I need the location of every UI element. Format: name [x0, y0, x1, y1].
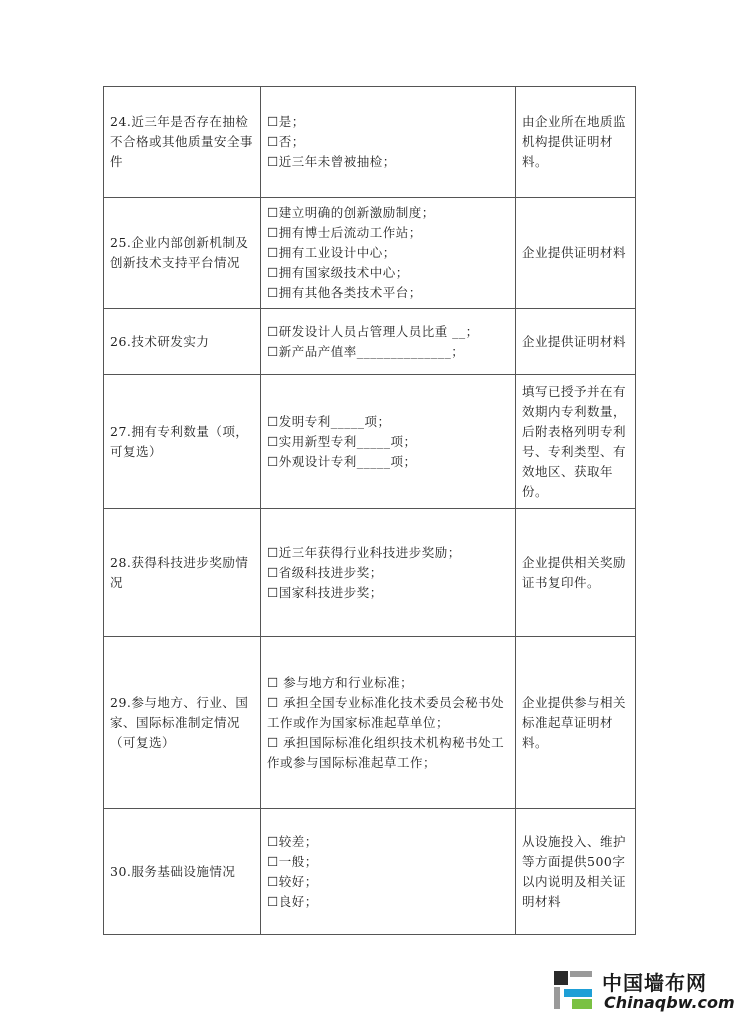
- options-cell: [261, 87, 516, 198]
- options-cell: [261, 809, 516, 935]
- item-cell: 30.服务基础设施情况: [104, 809, 261, 935]
- checkbox-option[interactable]: ☐拥有博士后流动工作站；: [267, 225, 422, 240]
- options-cell: [261, 637, 516, 809]
- table-row-30: [104, 809, 636, 935]
- checkbox-option[interactable]: ☐拥有国家级技术中心；: [267, 265, 409, 280]
- checkbox-option[interactable]: ☐近三年获得行业科技进步奖励；: [267, 544, 461, 560]
- checkbox-option[interactable]: ☐否；: [267, 134, 305, 149]
- item-cell: 28.获得科技进步奖励情况: [104, 509, 261, 637]
- checkbox-option[interactable]: ☐外观设计专利_____项；: [267, 453, 417, 469]
- table-row-27: [104, 375, 636, 509]
- note-cell: 企业提供证明材料: [516, 198, 636, 309]
- item-cell: 24.近三年是否存在抽检不合格或其他质量安全事件: [104, 87, 261, 198]
- checkbox-option[interactable]: ☐研发设计人员占管理人员比重 __；: [267, 323, 479, 339]
- checkbox-option[interactable]: ☐国家科技进步奖；: [267, 584, 383, 600]
- item-cell: 25.企业内部创新机制及创新技术支持平台情况: [104, 198, 261, 309]
- table-row-26: [104, 309, 636, 375]
- watermark-logo: [552, 965, 735, 1015]
- checkbox-option[interactable]: ☐发明专利_____项；: [267, 413, 391, 429]
- item-cell: 29.参与地方、行业、国家、国际标准制定情况（可复选）: [104, 637, 261, 809]
- logo-mark-icon: [552, 969, 594, 1011]
- checkbox-option[interactable]: ☐拥有其他各类技术平台；: [267, 285, 422, 300]
- item-cell: 27.拥有专利数量（项，可复选）: [104, 375, 261, 509]
- options-cell: [261, 309, 516, 375]
- table-row-28: [104, 509, 636, 637]
- checkbox-option[interactable]: ☐近三年未曾被抽检；: [267, 154, 396, 169]
- note-cell: 由企业所在地质监机构提供证明材料。: [516, 87, 636, 198]
- table-row-29: [104, 637, 636, 809]
- note-cell: 企业提供证明材料: [516, 309, 636, 375]
- checkbox-option[interactable]: ☐省级科技进步奖；: [267, 564, 383, 580]
- table-row-25: [104, 198, 636, 309]
- note-cell: 企业提供参与相关标准起草证明材料。: [516, 637, 636, 809]
- checkbox-option[interactable]: ☐良好；: [267, 893, 318, 909]
- checkbox-option[interactable]: ☐一般；: [267, 853, 318, 869]
- options-cell: [261, 375, 516, 509]
- table-row-24: [104, 87, 636, 198]
- checkbox-option[interactable]: ☐较好；: [267, 873, 318, 889]
- checkbox-option[interactable]: ☐ 承担国际标准化组织技术机构秘书处工作或参与国际标准起草工作；: [267, 734, 505, 770]
- watermark-cn-text: 中国墙布网: [602, 971, 707, 995]
- options-cell: [261, 509, 516, 637]
- checkbox-option[interactable]: ☐新产品产值率______________；: [267, 343, 465, 359]
- note-cell: 从设施投入、维护等方面提供500字以内说明及相关证明材料: [516, 809, 636, 935]
- watermark-en-text: Chinaqbw.com: [604, 993, 735, 1012]
- note-cell: 企业提供相关奖励证书复印件。: [516, 509, 636, 637]
- evaluation-form-table: [103, 86, 636, 935]
- checkbox-option[interactable]: ☐ 参与地方和行业标准；: [267, 674, 414, 690]
- checkbox-option[interactable]: ☐实用新型专利_____项；: [267, 433, 417, 449]
- checkbox-option[interactable]: ☐建立明确的创新激励制度；: [267, 205, 435, 220]
- options-cell: [261, 198, 516, 309]
- note-cell: 填写已授予并在有效期内专利数量，后附表格列明专利号、专利类型、有效地区、获取年份。: [516, 375, 636, 509]
- checkbox-option[interactable]: ☐ 承担全国专业标准化技术委员会秘书处工作或作为国家标准起草单位；: [267, 694, 505, 730]
- checkbox-option[interactable]: ☐较差；: [267, 833, 318, 849]
- checkbox-option[interactable]: ☐拥有工业设计中心；: [267, 245, 396, 260]
- item-cell: 26.技术研发实力: [104, 309, 261, 375]
- checkbox-option[interactable]: ☐是；: [267, 114, 305, 129]
